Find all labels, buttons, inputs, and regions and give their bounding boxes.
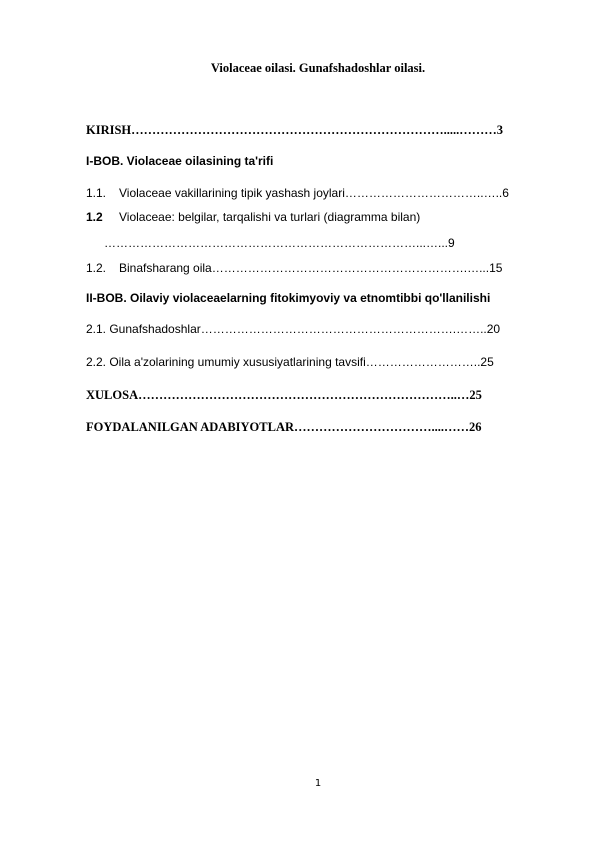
toc-entry-1-2-continuation: ……………………………………………………………………...…...9: [104, 236, 455, 250]
document-title: Violaceae oilasi. Gunafshadoshlar oilasi.: [210, 61, 426, 75]
toc-chapter-1: I-BOB. Violaceae oilasining ta'rifi: [86, 154, 274, 168]
toc-entry-1-2: [86, 210, 420, 224]
toc-entry-xulosa: XULOSA…………………………………………………………………..…25: [86, 388, 482, 402]
toc-entry-2-1: 2.1. Gunafshadoshlar……………………………………………………….……..20: [86, 322, 501, 336]
toc-chapter-2: II-BOB. Oilaviy violaceaelarning fitokimyoviy va etnomtibbi qo'llanilishi: [86, 291, 491, 305]
page-number: 1: [314, 778, 322, 789]
toc-entry-number: 1.2.: [86, 261, 107, 275]
toc-entry-1-1: [86, 186, 509, 200]
toc-entry-text: Violaceae: belgilar, tarqalishi va turlari (diagramma bilan): [119, 210, 421, 224]
toc-entry-2-2: 2.2. Oila a'zolarining umumiy xususiyatlarining tavsifi………………………..25: [86, 355, 494, 369]
toc-entry-text: Violaceae vakillarining tipik yashash joylari……………………………..…..6: [119, 186, 509, 200]
toc-entry-foydalanilgan-adabiyotlar: FOYDALANILGAN ADABIYOTLAR……………………………....……26: [86, 420, 482, 434]
toc-entry-text: Binafsharang oila……………………………………………………….…...15: [119, 261, 503, 275]
toc-entry-kirish: KIRISH………………………………………………………………….....………3: [86, 123, 504, 137]
toc-entry-1-3: [86, 261, 502, 275]
toc-entry-number: 1.1.: [86, 186, 107, 200]
toc-entry-number: 1.2: [86, 210, 103, 224]
